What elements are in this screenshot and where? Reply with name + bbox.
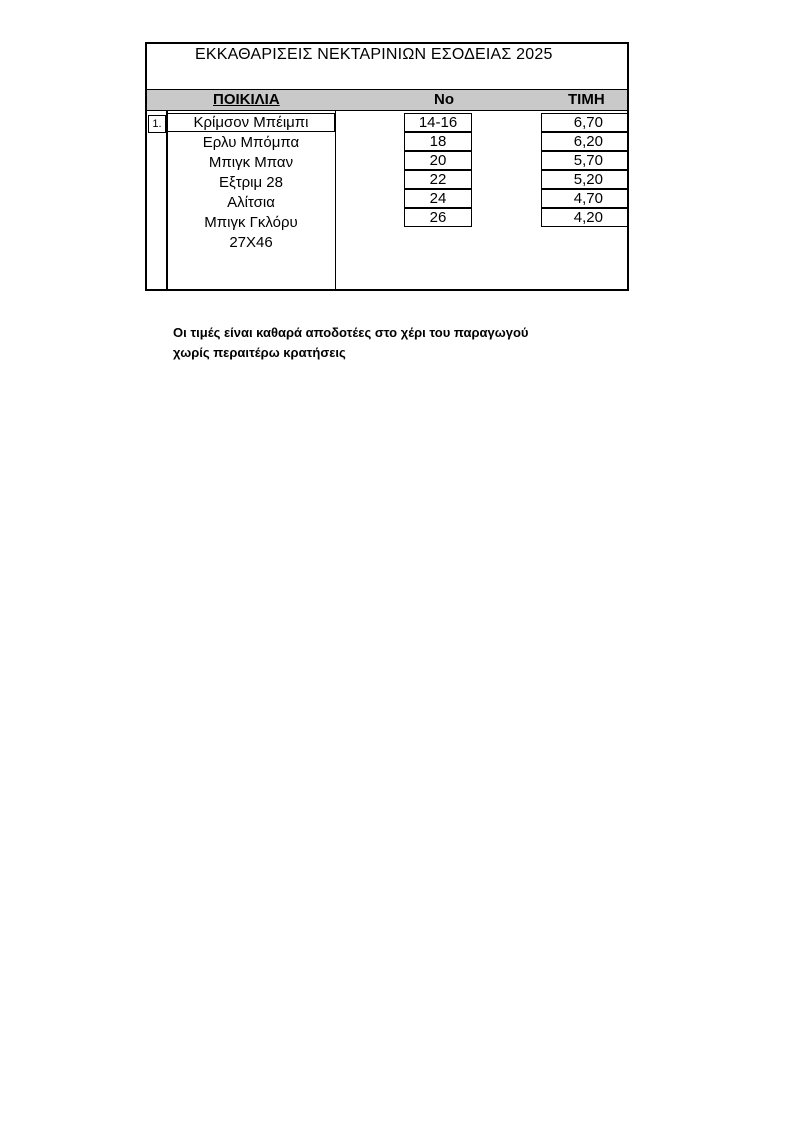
variety-name: 27Χ46 [229, 234, 273, 251]
header-price: ΤΙΜΗ [568, 91, 605, 108]
variety-name: Κρίμσον Μπέιμπι [193, 114, 309, 131]
document-title: ΕΚΚΑΘΑΡΙΣΕΙΣ ΝΕΚΤΑΡΙΝΙΩΝ ΕΣΟΔΕΙΑΣ 2025 [195, 46, 553, 63]
size-cell: 26 [404, 208, 472, 227]
size-cell: 20 [404, 151, 472, 170]
price-cell: 5,70 [541, 151, 628, 170]
variety-name: Μπιγκ Μπαν [208, 154, 294, 171]
price-note [173, 323, 528, 363]
variety-name: Μπιγκ Γκλόρυ [204, 214, 298, 231]
price-table [145, 42, 629, 291]
size-cell: 22 [404, 170, 472, 189]
column-divider-variety [335, 111, 336, 289]
header-size: No [434, 91, 454, 108]
row-number: 1. [148, 115, 166, 133]
price-cell: 4,20 [541, 208, 628, 227]
size-cell: 14-16 [404, 113, 472, 132]
price-note-line: χωρίς περαιτέρω κρατήσεις [173, 345, 346, 360]
variety-name: Αλίτσια [227, 194, 275, 211]
price-cell: 4,70 [541, 189, 628, 208]
size-cell: 18 [404, 132, 472, 151]
price-cell: 6,20 [541, 132, 628, 151]
price-cell: 6,70 [541, 113, 628, 132]
price-note-line: Οι τιμές είναι καθαρά αποδοτέες στο χέρι του παραγωγού [173, 325, 529, 340]
variety-name: Εξτριμ 28 [218, 174, 283, 191]
price-cell: 5,20 [541, 170, 628, 189]
table-header [147, 89, 627, 111]
header-variety: ΠΟΙΚΙΛΙΑ [213, 91, 280, 108]
size-cell: 24 [404, 189, 472, 208]
variety-name: Ερλυ Μπόμπα [202, 134, 300, 151]
